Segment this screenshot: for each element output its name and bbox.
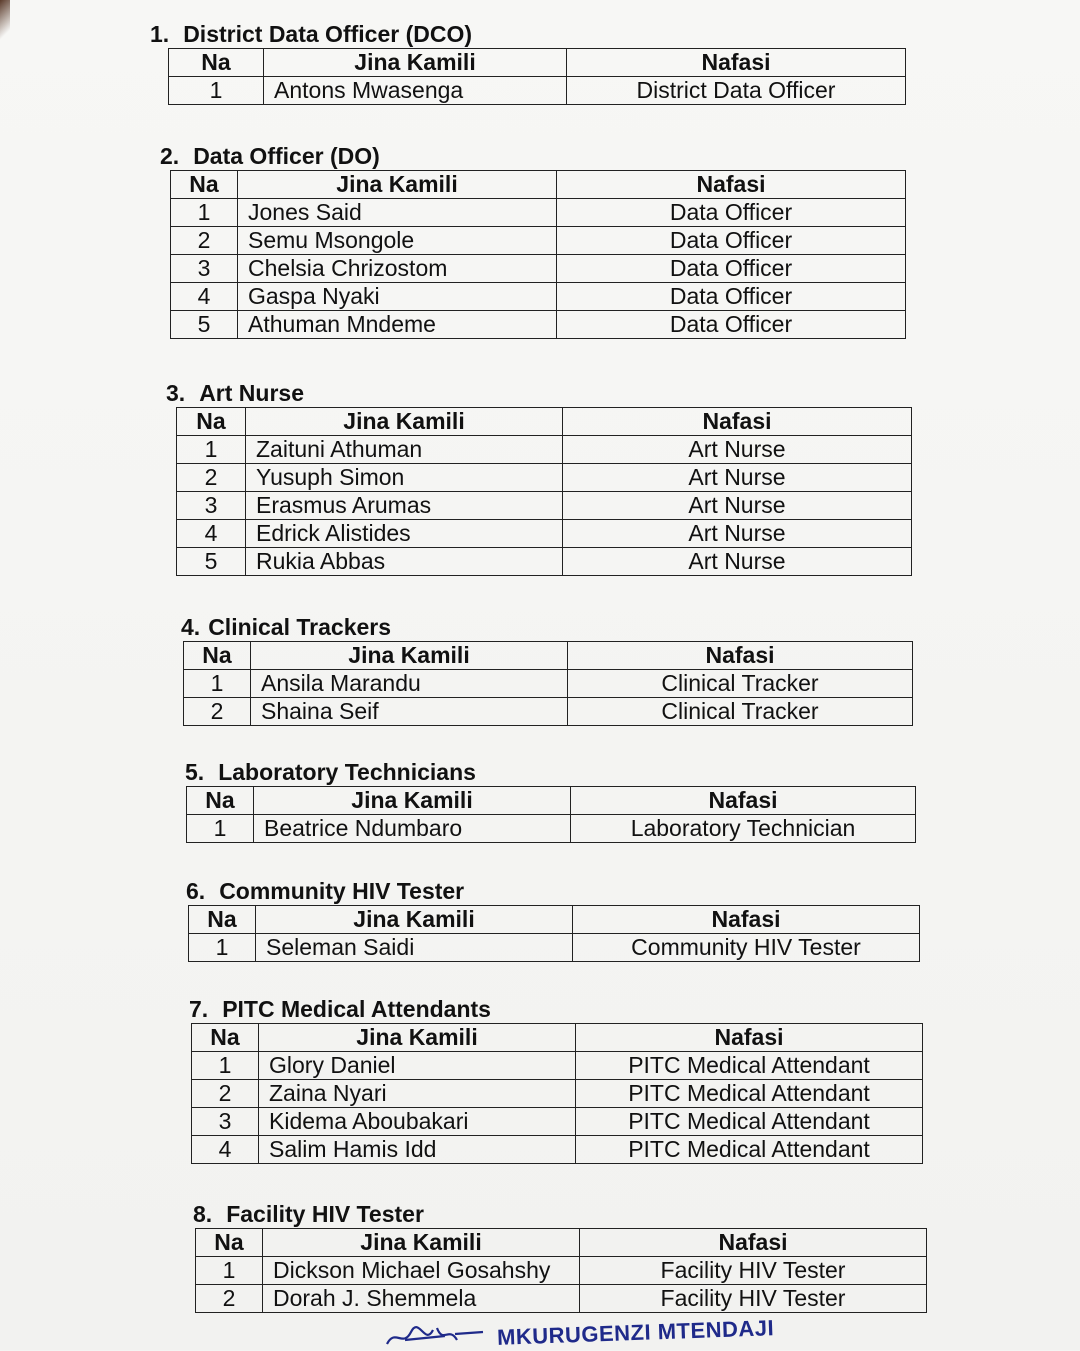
table-row (177, 548, 912, 576)
header-na: Na (196, 1229, 263, 1257)
section-facility-hiv-tester (193, 1200, 927, 1313)
row-name: Semu Msongole (238, 227, 557, 255)
row-name: Seleman Saidi (256, 934, 573, 962)
header-name: Jina Kamili (251, 642, 568, 670)
section-title (189, 995, 923, 1023)
staff-table (186, 786, 916, 843)
section-heading: Laboratory Technicians (218, 759, 476, 785)
header-name: Jina Kamili (259, 1024, 576, 1052)
row-number: 2 (184, 698, 251, 726)
header-name: Jina Kamili (264, 49, 567, 77)
section-heading: District Data Officer (DCO) (183, 21, 473, 47)
header-na: Na (177, 408, 246, 436)
header-na: Na (192, 1024, 259, 1052)
section-number: 4. (181, 614, 201, 640)
row-position: Art Nurse (563, 520, 912, 548)
table-row (171, 311, 906, 339)
row-name: Glory Daniel (259, 1052, 576, 1080)
row-number: 4 (171, 283, 238, 311)
section-number: 7. (189, 996, 209, 1022)
section-heading: PITC Medical Attendants (222, 996, 491, 1022)
row-position: Art Nurse (563, 548, 912, 576)
header-position: Nafasi (563, 408, 912, 436)
table-row (192, 1136, 923, 1164)
section-heading: Art Nurse (199, 380, 304, 406)
section-art-nurse (166, 379, 912, 576)
row-position: Data Officer (557, 199, 906, 227)
row-name: Jones Said (238, 199, 557, 227)
header-name: Jina Kamili (256, 906, 573, 934)
row-number: 1 (196, 1257, 263, 1285)
table-header-row (187, 787, 916, 815)
header-name: Jina Kamili (238, 171, 557, 199)
section-heading: Community HIV Tester (219, 878, 465, 904)
header-position: Nafasi (576, 1024, 923, 1052)
official-stamp (385, 1315, 805, 1350)
row-name: Ansila Marandu (251, 670, 568, 698)
signature-icon (385, 1322, 485, 1350)
header-na: Na (187, 787, 254, 815)
row-position: Art Nurse (563, 492, 912, 520)
header-position: Nafasi (567, 49, 906, 77)
section-number: 1. (150, 21, 170, 47)
header-name: Jina Kamili (246, 408, 563, 436)
row-number: 3 (192, 1108, 259, 1136)
section-title (166, 379, 912, 407)
staff-table (168, 48, 906, 105)
row-number: 1 (189, 934, 256, 962)
table-row (187, 815, 916, 843)
stamp-text: MKURUGENZI MTENDAJI (496, 1315, 775, 1350)
row-name: Yusuph Simon (246, 464, 563, 492)
section-title (185, 758, 916, 786)
staff-table (188, 905, 920, 962)
section-title (193, 1200, 927, 1228)
section-laboratory-technicians (185, 758, 916, 843)
section-community-hiv-tester (186, 877, 920, 962)
header-position: Nafasi (580, 1229, 927, 1257)
row-position: Data Officer (557, 227, 906, 255)
header-name: Jina Kamili (263, 1229, 580, 1257)
row-position: Laboratory Technician (571, 815, 916, 843)
table-row (177, 492, 912, 520)
row-number: 3 (177, 492, 246, 520)
row-number: 2 (171, 227, 238, 255)
section-title (150, 20, 906, 48)
header-position: Nafasi (568, 642, 913, 670)
header-position: Nafasi (573, 906, 920, 934)
table-row (192, 1080, 923, 1108)
row-position: Art Nurse (563, 464, 912, 492)
row-number: 1 (184, 670, 251, 698)
table-row (171, 283, 906, 311)
row-position: PITC Medical Attendant (576, 1136, 923, 1164)
table-row (184, 670, 913, 698)
row-name: Zaina Nyari (259, 1080, 576, 1108)
row-name: Edrick Alistides (246, 520, 563, 548)
section-clinical-trackers (181, 613, 913, 726)
row-position: PITC Medical Attendant (576, 1052, 923, 1080)
row-name: Beatrice Ndumbaro (254, 815, 571, 843)
section-number: 8. (193, 1201, 213, 1227)
staff-table (170, 170, 906, 339)
row-position: Facility HIV Tester (580, 1285, 927, 1313)
row-number: 1 (192, 1052, 259, 1080)
table-row (184, 698, 913, 726)
row-position: District Data Officer (567, 77, 906, 105)
staff-table (183, 641, 913, 726)
row-name: Athuman Mndeme (238, 311, 557, 339)
table-row (177, 520, 912, 548)
row-position: Clinical Tracker (568, 670, 913, 698)
section-title (160, 142, 906, 170)
row-number: 4 (192, 1136, 259, 1164)
section-number: 3. (166, 380, 186, 406)
row-position: Data Officer (557, 283, 906, 311)
row-name: Dorah J. Shemmela (263, 1285, 580, 1313)
section-district-data-officer (150, 20, 906, 105)
staff-table (176, 407, 912, 576)
section-heading: Data Officer (DO) (193, 143, 380, 169)
table-header-row (184, 642, 913, 670)
row-name: Erasmus Arumas (246, 492, 563, 520)
row-position: PITC Medical Attendant (576, 1080, 923, 1108)
header-na: Na (169, 49, 264, 77)
section-number: 6. (186, 878, 206, 904)
row-number: 1 (169, 77, 264, 105)
row-number: 4 (177, 520, 246, 548)
table-header-row (177, 408, 912, 436)
row-number: 2 (192, 1080, 259, 1108)
row-number: 2 (196, 1285, 263, 1313)
section-pitc-medical-attendants (189, 995, 923, 1164)
header-position: Nafasi (571, 787, 916, 815)
table-header-row (189, 906, 920, 934)
table-row (196, 1257, 927, 1285)
table-header-row (171, 171, 906, 199)
header-name: Jina Kamili (254, 787, 571, 815)
row-name: Zaituni Athuman (246, 436, 563, 464)
row-name: Salim Hamis Idd (259, 1136, 576, 1164)
staff-table (195, 1228, 927, 1313)
table-row (192, 1108, 923, 1136)
row-name: Dickson Michael Gosahshy (263, 1257, 580, 1285)
table-header-row (169, 49, 906, 77)
row-number: 1 (187, 815, 254, 843)
table-row (177, 436, 912, 464)
row-number: 2 (177, 464, 246, 492)
table-row (171, 227, 906, 255)
table-header-row (196, 1229, 927, 1257)
row-position: Facility HIV Tester (580, 1257, 927, 1285)
table-row (196, 1285, 927, 1313)
row-position: Community HIV Tester (573, 934, 920, 962)
row-position: Data Officer (557, 255, 906, 283)
header-position: Nafasi (557, 171, 906, 199)
page-corner-shadow (0, 0, 10, 40)
row-position: Data Officer (557, 311, 906, 339)
row-number: 3 (171, 255, 238, 283)
row-position: PITC Medical Attendant (576, 1108, 923, 1136)
row-number: 5 (171, 311, 238, 339)
header-na: Na (171, 171, 238, 199)
table-row (169, 77, 906, 105)
row-name: Kidema Aboubakari (259, 1108, 576, 1136)
staff-table (191, 1023, 923, 1164)
table-row (171, 199, 906, 227)
row-number: 5 (177, 548, 246, 576)
table-row (177, 464, 912, 492)
row-name: Rukia Abbas (246, 548, 563, 576)
row-number: 1 (177, 436, 246, 464)
header-na: Na (184, 642, 251, 670)
table-row (171, 255, 906, 283)
section-title (186, 877, 920, 905)
table-header-row (192, 1024, 923, 1052)
row-position: Art Nurse (563, 436, 912, 464)
row-name: Antons Mwasenga (264, 77, 567, 105)
section-data-officer (160, 142, 906, 339)
row-position: Clinical Tracker (568, 698, 913, 726)
section-title (181, 613, 913, 641)
section-number: 5. (185, 759, 205, 785)
section-number: 2. (160, 143, 180, 169)
header-na: Na (189, 906, 256, 934)
row-name: Chelsia Chrizostom (238, 255, 557, 283)
section-heading: Facility HIV Tester (226, 1201, 424, 1227)
row-name: Gaspa Nyaki (238, 283, 557, 311)
row-number: 1 (171, 199, 238, 227)
table-row (192, 1052, 923, 1080)
table-row (189, 934, 920, 962)
section-heading: Clinical Trackers (208, 614, 392, 640)
row-name: Shaina Seif (251, 698, 568, 726)
